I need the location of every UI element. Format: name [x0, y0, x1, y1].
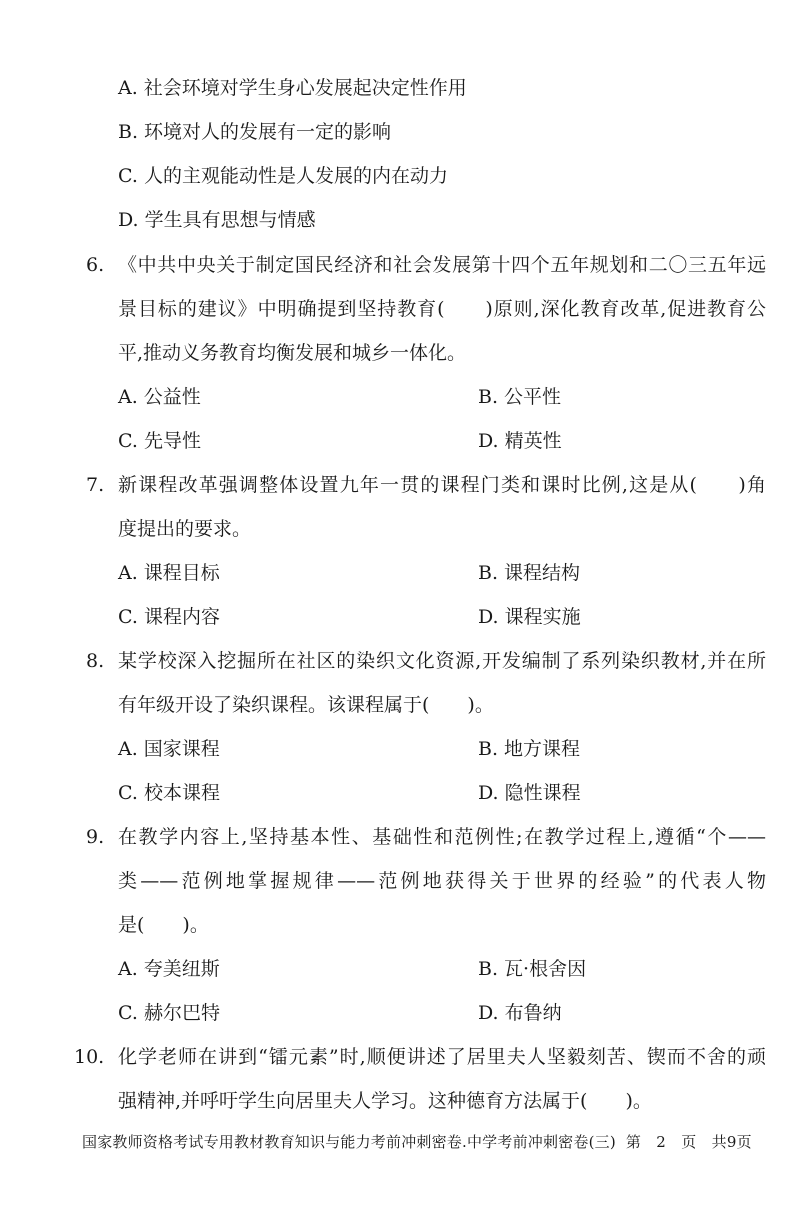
- option-c: C. 赫尔巴特: [118, 1002, 220, 1024]
- option-b: B. 地方课程: [478, 738, 581, 760]
- option-a: A. 公益性: [118, 386, 201, 408]
- question-text-line: 强精神,并呼吁学生向居里夫人学习。这种德育方法属于( )。: [118, 1090, 652, 1112]
- page-number: 第 2 页 共9页: [625, 1133, 752, 1151]
- option-a: A. 夸美纽斯: [118, 958, 220, 980]
- page-footer: [82, 1132, 752, 1152]
- question-text-line: 景目标的建议》中明确提到坚持教育( )原则,深化教育改革,促进教育公: [118, 298, 766, 320]
- option-c: C. 校本课程: [118, 782, 220, 804]
- question-number: 9.: [86, 826, 105, 848]
- option-d: D. 精英性: [478, 430, 562, 452]
- option-a: A. 社会环境对学生身心发展起决定性作用: [118, 77, 467, 99]
- question-number: 8.: [86, 650, 105, 672]
- question-text-line: 类——范例地掌握规律——范例地获得关于世界的经验”的代表人物: [118, 870, 766, 892]
- question-number: 10.: [74, 1046, 105, 1068]
- question-text-line: 新课程改革强调整体设置九年一贯的课程门类和课时比例,这是从( )角: [118, 474, 766, 496]
- question-text-line: 在教学内容上,坚持基本性、基础性和范例性;在教学过程上,遵循“个——: [118, 826, 766, 848]
- question-text-line: 某学校深入挖掘所在社区的染织文化资源,开发编制了系列染织教材,并在所: [118, 650, 766, 672]
- option-c: C. 先导性: [118, 430, 201, 452]
- question-text-line: 平,推动义务教育均衡发展和城乡一体化。: [118, 342, 467, 364]
- question-text-line: 度提出的要求。: [118, 518, 252, 540]
- question-number: 6.: [86, 254, 105, 276]
- option-c: C. 人的主观能动性是人发展的内在动力: [118, 165, 448, 187]
- option-c: C. 课程内容: [118, 606, 220, 628]
- footer-title: 国家教师资格考试专用教材教育知识与能力考前冲刺密卷.中学考前冲刺密卷(三): [82, 1133, 616, 1151]
- question-number: 7.: [86, 474, 105, 496]
- question-text-line: 是( )。: [118, 914, 209, 936]
- option-b: B. 课程结构: [478, 562, 581, 584]
- option-b: B. 瓦·根舍因: [478, 958, 587, 980]
- question-text-line: 《中共中央关于制定国民经济和社会发展第十四个五年规划和二〇三五年远: [118, 254, 766, 276]
- option-d: D. 隐性课程: [478, 782, 581, 804]
- option-b: B. 环境对人的发展有一定的影响: [118, 121, 392, 143]
- question-text-line: 有年级开设了染织课程。该课程属于( )。: [118, 694, 494, 716]
- option-d: D. 布鲁纳: [478, 1002, 562, 1024]
- option-a: A. 课程目标: [118, 562, 220, 584]
- option-b: B. 公平性: [478, 386, 562, 408]
- option-d: D. 学生具有思想与情感: [118, 209, 316, 231]
- option-d: D. 课程实施: [478, 606, 581, 628]
- option-a: A. 国家课程: [118, 738, 220, 760]
- question-text-line: 化学老师在讲到“镭元素”时,顺便讲述了居里夫人坚毅刻苦、锲而不舍的顽: [118, 1046, 766, 1068]
